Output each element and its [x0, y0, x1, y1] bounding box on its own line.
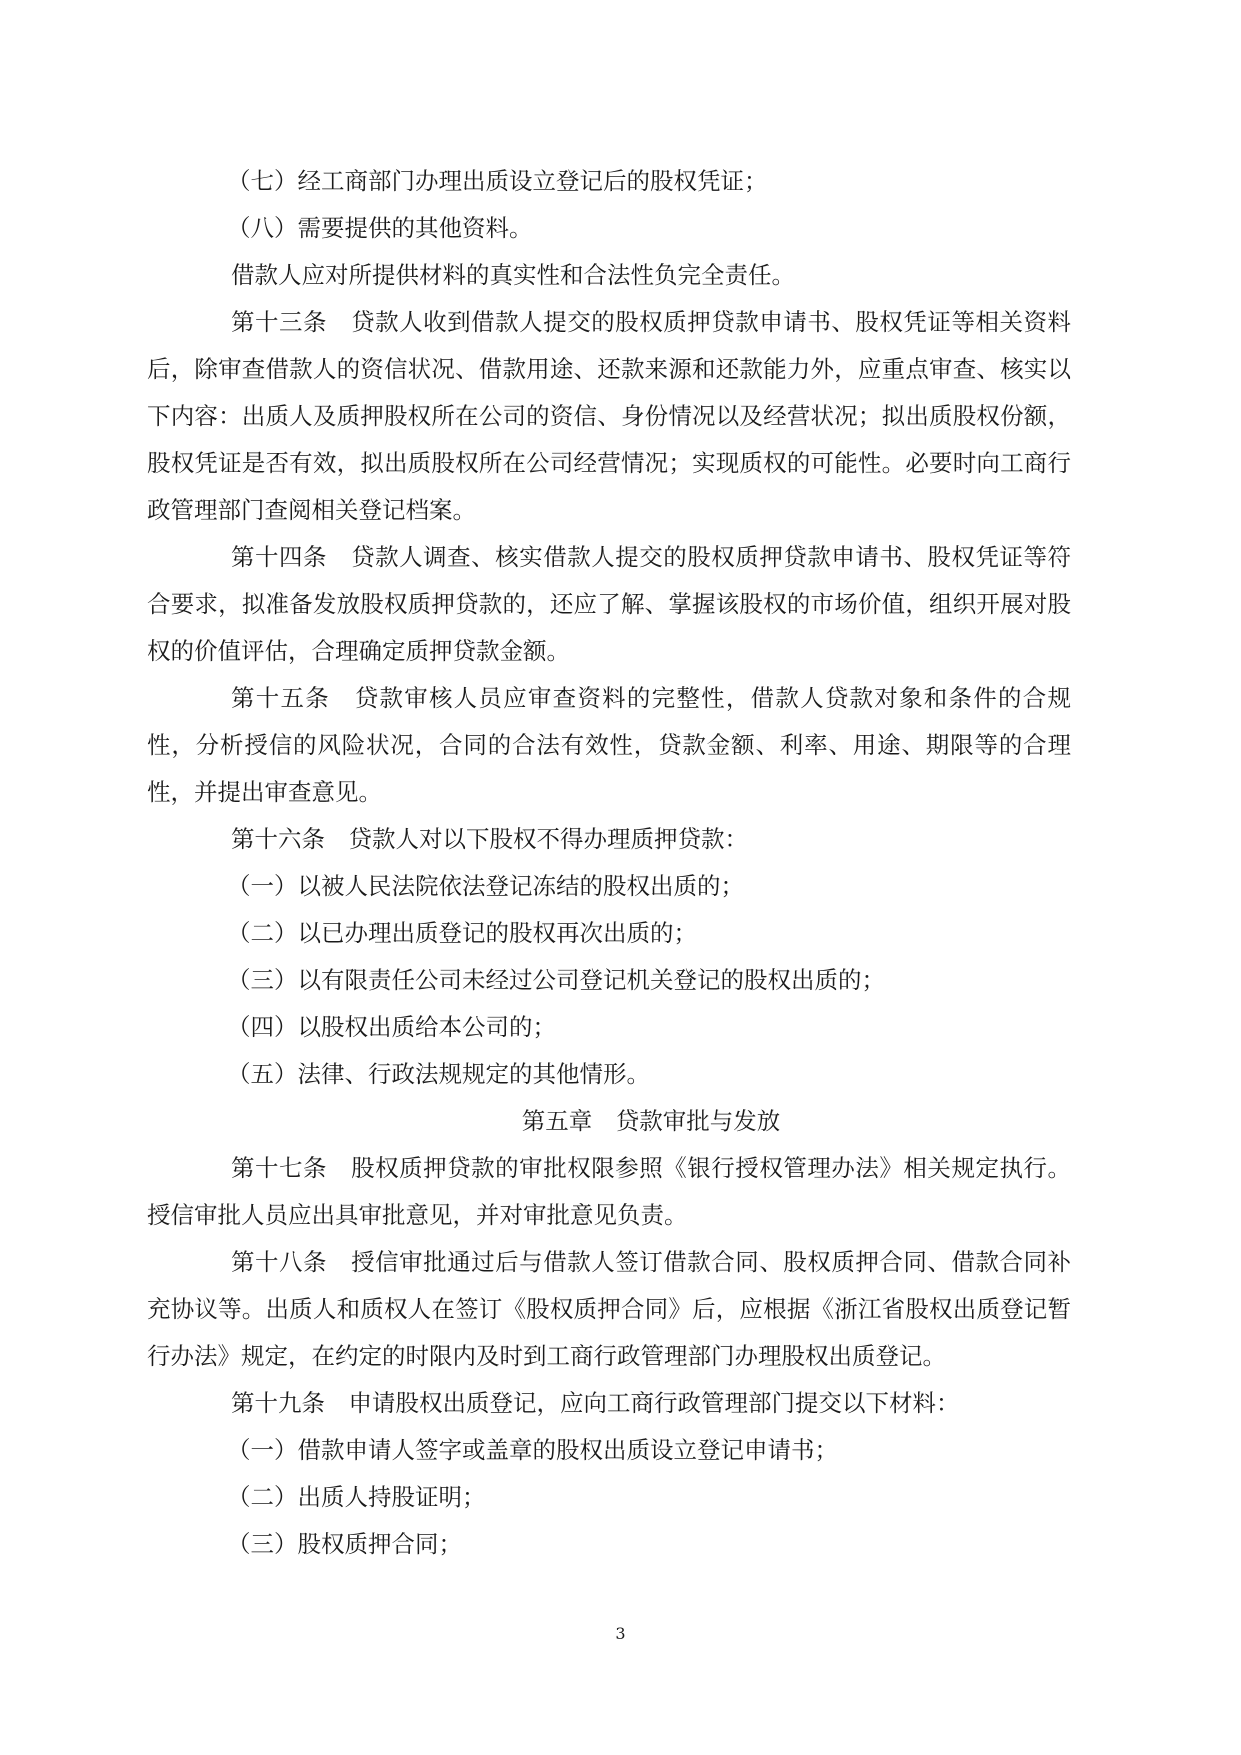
article-paragraph: 第十七条 股权质押贷款的审批权限参照《银行授权管理办法》相关规定执行。授信审批人员应出具审批意见，并对审批意见负责。 [147, 1154, 1071, 1229]
list-item: （一）借款申请人签字或盖章的股权出质设立登记申请书； [227, 1436, 838, 1464]
article-paragraph: 第十六条 贷款人对以下股权不得办理质押贷款： [231, 825, 748, 853]
article-paragraph: 第十八条 授信审批通过后与借款人签订借款合同、股权质押合同、借款合同补充协议等。出质人和质权人在签订《股权质押合同》后，应根据《浙江省股权出质登记暂行办法》规定，在约定的时限内及时到工商行政管理部门办理股权出质登记。 [147, 1248, 1071, 1370]
article-paragraph: 第十三条 贷款人收到借款人提交的股权质押贷款申请书、股权凭证等相关资料后，除审查借款人的资信状况、借款用途、还款来源和还款能力外，应重点审查、核实以下内容：出质人及质押股权所在公司的资信、身份情况以及经营状况；拟出质股权份额，股权凭证是否有效，拟出质股权所在公司经营情况；实现质权的可能性。必要时向工商行政管理部门查阅相关登记档案。 [147, 308, 1071, 524]
article-14-block [147, 534, 1071, 675]
list-item: （一）以被人民法院依法登记冻结的股权出质的； [227, 872, 744, 900]
chapter-heading-wrap [147, 1098, 1071, 1145]
article-17-block [147, 1145, 1071, 1239]
list-item: （二）出质人持股证明； [227, 1483, 486, 1511]
list-item: （七）经工商部门办理出质设立登记后的股权凭证； [227, 167, 768, 195]
article-15-block [147, 675, 1071, 816]
document-body [147, 158, 1071, 1568]
paragraph: 借款人应对所提供材料的真实性和合法性负完全责任。 [231, 261, 795, 289]
article-paragraph: 第十五条 贷款审核人员应审查资料的完整性，借款人贷款对象和条件的合规性，分析授信的风险状况，合同的合法有效性，贷款金额、利率、用途、期限等的合理性，并提出审查意见。 [147, 684, 1071, 806]
list-item: （四）以股权出质给本公司的； [227, 1013, 556, 1041]
page-number: 3 [615, 1624, 626, 1643]
article-paragraph: 第十九条 申请股权出质登记，应向工商行政管理部门提交以下材料： [231, 1389, 960, 1417]
list-item: （二）以已办理出质登记的股权再次出质的； [227, 919, 697, 947]
list-item: （三）以有限责任公司未经过公司登记机关登记的股权出质的； [227, 966, 885, 994]
article-13-block [147, 299, 1071, 534]
article-paragraph: 第十四条 贷款人调查、核实借款人提交的股权质押贷款申请书、股权凭证等符合要求，拟准备发放股权质押贷款的，还应了解、掌握该股权的市场价值，组织开展对股权的价值评估，合理确定质押贷款金额。 [147, 543, 1071, 665]
list-item: （八）需要提供的其他资料。 [227, 214, 533, 242]
article-18-block [147, 1239, 1071, 1380]
list-item: （三）股权质押合同； [227, 1530, 462, 1558]
chapter-heading: 第五章 贷款审批与发放 [521, 1107, 781, 1135]
list-item: （五）法律、行政法规规定的其他情形。 [227, 1060, 650, 1088]
